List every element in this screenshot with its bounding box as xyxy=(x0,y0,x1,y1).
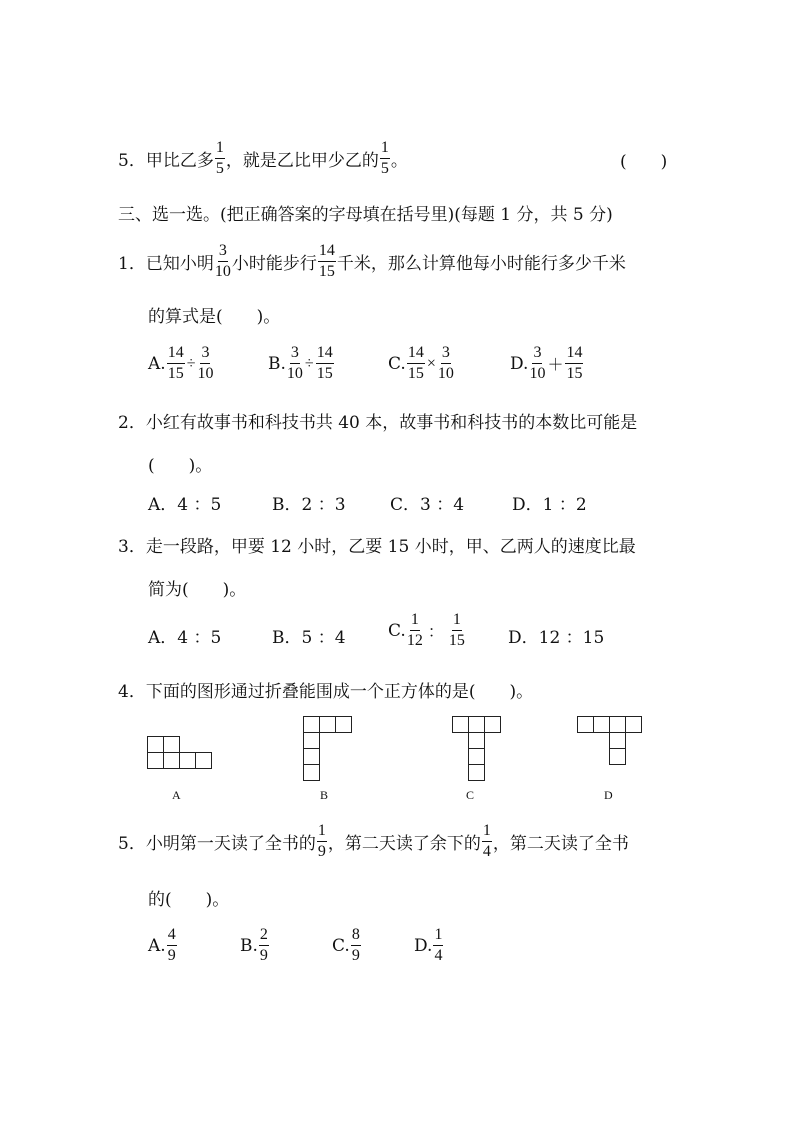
fraction-numerator: 1 xyxy=(317,823,327,842)
fraction xyxy=(287,345,303,382)
question-text: 小红有故事书和科技书共 40 本，故事书和科技书的本数比可能是 xyxy=(145,413,638,433)
question-text-line2: 的( )。 xyxy=(148,890,230,910)
fraction-numerator: 4 xyxy=(167,927,177,946)
fraction-numerator: 8 xyxy=(351,927,361,946)
fraction-numerator: 1 xyxy=(215,140,225,159)
fraction-numerator: 3 xyxy=(441,345,451,364)
fraction-denominator: 10 xyxy=(197,365,214,382)
question-text-line2: 简为( )。 xyxy=(148,580,247,600)
question-number: 3． xyxy=(118,537,146,557)
fraction-numerator: 1 xyxy=(410,612,420,631)
fraction-denominator: 10 xyxy=(437,365,454,382)
option-label: C. xyxy=(332,935,350,956)
question-text: 小明第一天读了全书的 xyxy=(145,834,316,854)
fraction xyxy=(215,243,231,280)
question-text: 千米，那么计算他每小时能行多少千米 xyxy=(336,254,626,274)
fraction-denominator: 15 xyxy=(407,365,424,382)
fraction-denominator: 4 xyxy=(434,947,443,964)
fraction-numerator: 3 xyxy=(218,243,228,262)
fraction xyxy=(380,140,390,177)
question-text: 走一段路，甲要 12 小时，乙要 15 小时，甲、乙两人的速度比最 xyxy=(145,537,636,557)
fraction xyxy=(316,345,334,382)
fraction-denominator: 10 xyxy=(286,365,303,382)
fraction-denominator: 12 xyxy=(406,632,423,649)
option-b[interactable]: B．5 ：4 xyxy=(272,628,346,648)
option-d[interactable] xyxy=(414,927,444,964)
ratio-colon: ： xyxy=(427,624,444,641)
option-c[interactable] xyxy=(332,927,362,964)
operator: ＋ xyxy=(547,357,564,374)
fraction-numerator: 3 xyxy=(200,345,210,364)
question-text: 小时能步行 xyxy=(231,254,317,274)
fraction xyxy=(317,823,327,860)
option-a[interactable]: A．4 ：5 xyxy=(148,495,222,515)
fraction-numerator: 1 xyxy=(433,927,443,946)
fraction-numerator: 3 xyxy=(290,345,300,364)
option-a[interactable] xyxy=(148,927,178,964)
question-text: ，第二天读了全书 xyxy=(492,834,629,854)
question-number: 5． xyxy=(118,834,146,854)
fraction-denominator: 15 xyxy=(316,365,333,382)
fraction-numerator: 1 xyxy=(380,140,390,159)
question-3 xyxy=(118,532,636,557)
option-c[interactable] xyxy=(388,345,455,382)
fraction-denominator: 15 xyxy=(566,365,583,382)
figure-label-c: C xyxy=(466,788,475,802)
fraction xyxy=(318,243,336,280)
option-a[interactable] xyxy=(148,345,214,382)
question-2 xyxy=(118,408,637,433)
fraction-denominator: 15 xyxy=(448,632,465,649)
option-b[interactable] xyxy=(240,927,270,964)
fraction-numerator: 14 xyxy=(167,345,185,364)
fraction xyxy=(482,823,492,860)
option-label: C. xyxy=(388,353,406,374)
fraction-denominator: 9 xyxy=(167,947,176,964)
fraction-numerator: 1 xyxy=(452,612,462,631)
question-text-line2: ( )。 xyxy=(148,456,213,476)
fraction xyxy=(565,345,583,382)
option-d[interactable] xyxy=(510,345,584,382)
question-text: 已知小明 xyxy=(145,254,214,274)
fraction-numerator: 2 xyxy=(259,927,269,946)
option-label: B. xyxy=(240,935,258,956)
fraction-numerator: 14 xyxy=(318,243,336,262)
fraction-denominator: 10 xyxy=(214,263,231,280)
fraction-numerator: 14 xyxy=(407,345,425,364)
answer-paren[interactable]: ( ) xyxy=(620,152,668,172)
option-c[interactable]: C．3 ：4 xyxy=(390,495,465,515)
question-5 xyxy=(118,823,629,860)
question-text: 下面的图形通过折叠能围成一个正方体的是( )。 xyxy=(145,682,534,702)
question-text: 。 xyxy=(390,151,408,171)
figure-label-d: D xyxy=(604,788,613,802)
judge-question-5 xyxy=(118,140,408,177)
fraction-numerator: 1 xyxy=(482,823,492,842)
option-label: D. xyxy=(414,935,433,956)
fraction-numerator: 14 xyxy=(316,345,334,364)
fraction-denominator: 5 xyxy=(380,160,389,177)
cube-net-b[interactable] xyxy=(303,716,353,782)
fraction-denominator: 9 xyxy=(259,947,268,964)
fraction xyxy=(449,612,465,649)
option-b[interactable] xyxy=(268,345,335,382)
fraction-denominator: 5 xyxy=(215,160,224,177)
fraction-denominator: 15 xyxy=(167,365,184,382)
fraction-denominator: 10 xyxy=(529,365,546,382)
fraction xyxy=(433,927,443,964)
question-number: 1． xyxy=(118,254,146,274)
option-label: C. xyxy=(388,620,406,641)
option-a[interactable]: A．4 ：5 xyxy=(148,628,222,648)
fraction xyxy=(407,612,423,649)
option-label: A. xyxy=(148,935,166,956)
fraction xyxy=(407,345,425,382)
option-b[interactable]: B．2 ：3 xyxy=(272,495,346,515)
question-1 xyxy=(118,243,626,280)
operator: ÷ xyxy=(186,354,196,372)
fraction xyxy=(197,345,213,382)
fraction xyxy=(167,345,185,382)
cube-net-a[interactable] xyxy=(147,736,213,770)
question-number: 2． xyxy=(118,413,146,433)
operator: × xyxy=(426,354,436,372)
fraction-denominator: 9 xyxy=(317,843,326,860)
fraction xyxy=(529,345,545,382)
cube-net-d[interactable] xyxy=(577,716,643,766)
question-text: 甲比乙多 xyxy=(145,151,214,171)
figure-label-b: B xyxy=(320,788,329,802)
question-text-line2: 的算式是( )。 xyxy=(148,307,281,327)
fraction-numerator: 14 xyxy=(565,345,583,364)
section-heading: 三、选一选。(把正确答案的字母填在括号里)(每题 1 分，共 5 分) xyxy=(118,205,613,225)
option-label: B. xyxy=(268,353,286,374)
fraction xyxy=(167,927,177,964)
option-label: D. xyxy=(510,353,529,374)
fraction xyxy=(215,140,225,177)
figure-label-a: A xyxy=(172,788,181,802)
question-number: 4． xyxy=(118,682,146,702)
option-d[interactable]: D．12 ：15 xyxy=(508,628,605,648)
fraction-numerator: 3 xyxy=(532,345,542,364)
operator: ÷ xyxy=(304,354,314,372)
cube-net-c[interactable] xyxy=(452,716,502,782)
option-c[interactable] xyxy=(388,612,466,649)
question-number: 5． xyxy=(118,151,146,171)
question-text: ，就是乙比甲少乙的 xyxy=(225,151,379,171)
question-4 xyxy=(118,677,533,702)
fraction xyxy=(438,345,454,382)
fraction xyxy=(351,927,361,964)
option-label: A. xyxy=(148,353,166,374)
question-text: ，第二天读了余下的 xyxy=(327,834,481,854)
fraction-denominator: 15 xyxy=(318,263,335,280)
fraction-denominator: 9 xyxy=(351,947,360,964)
fraction xyxy=(259,927,269,964)
fraction-denominator: 4 xyxy=(482,843,491,860)
option-d[interactable]: D．1 ：2 xyxy=(512,495,587,515)
